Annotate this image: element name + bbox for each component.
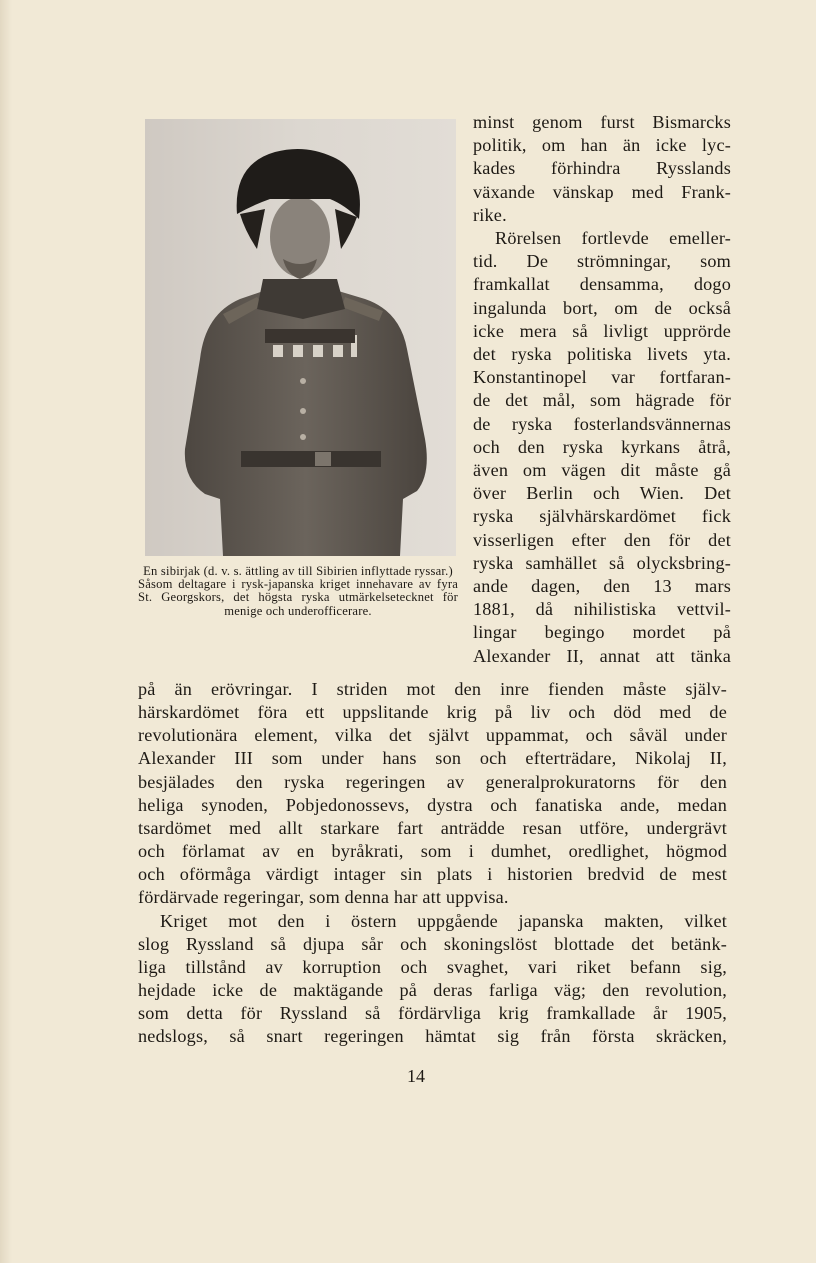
text-line: Alexander II, annat att tänka (473, 645, 731, 666)
text-line: slog Ryssland så djupa sår och skoningslöst blottade det betänk- (138, 933, 727, 954)
text-line: och den ryska kyrkans åtrå, (473, 436, 731, 457)
text-line: revolutionära element, vilka det självt uppammat, och såväl under (138, 725, 727, 746)
text-line: tid. De strömningar, som (473, 251, 731, 272)
caption-line-2: Såsom deltagare i rysk-japanska kriget innehavare av fyra St. Georgskors, det högsta ryska utmärkelsetecknet för menige och underofficerare. (138, 577, 458, 618)
text-line: fördärvade regeringar, som denna har att uppvisa. (138, 887, 509, 908)
text-line: minst genom furst Bismarcks (473, 112, 731, 132)
page-edge (0, 0, 12, 1263)
text-line: 1881, då nihilistiska vettvil- (473, 599, 731, 620)
right-column-text (473, 111, 731, 668)
text-line: besjälades den ryska regeringen av generalprokuratorns för den (138, 771, 727, 792)
text-line: Alexander III som under hans son och efterträdare, Nikolaj II, (138, 748, 727, 769)
text-line: Konstantinopel var fortfaran- (473, 367, 731, 388)
text-line: på än erövringar. I striden mot den inre fienden måste själv- (138, 679, 727, 699)
text-line: lingar begingo mordet på (473, 622, 731, 643)
text-line: kades förhindra Rysslands (473, 158, 731, 179)
text-line: framkallat densamma, dogo (473, 274, 731, 295)
photo-caption (138, 565, 458, 618)
text-line: icke mera så livligt upprörde (473, 320, 731, 341)
text-line: som detta för Ryssland så fördärvliga krig framkallade år 1905, (138, 1003, 727, 1024)
text-line: och oförmåga värdigt intager sin plats i historien bredvid de mest (138, 864, 727, 885)
text-line: politik, om han än icke lyc- (473, 135, 731, 156)
text-line: tsardömet med allt starkare fart anträdde resan utföre, undergrävt (138, 817, 727, 838)
text-line: visserligen efter den för det (473, 529, 731, 550)
text-line: de ryska fosterlandsvännernas (473, 413, 731, 434)
portrait-photo (145, 119, 456, 556)
text-line: över Berlin och Wien. Det (473, 483, 731, 504)
text-line: även om vägen dit måste gå (473, 460, 731, 481)
full-width-text (138, 678, 727, 1049)
caption-line-1: En sibirjak (d. v. s. ättling av till Sibirien inflyttade ryssar.) (143, 564, 453, 578)
soldier-figure (145, 119, 456, 556)
text-line: härskardömet föra ett uppslitande krig på liv och död med de (138, 702, 727, 723)
text-line: rike. (473, 204, 507, 225)
text-line: hejdade icke de maktägande på deras farliga väg; den revolution, (138, 980, 727, 1001)
text-line: ryska självhärskardömet fick (473, 506, 731, 527)
text-line: växande vänskap med Frank- (473, 181, 731, 202)
text-line: ande dagen, den 13 mars (473, 576, 731, 597)
text-line: liga tillstånd av korruption och svaghet, vari riket befann sig, (138, 956, 727, 977)
text-line: ryska samhället så olycksbring- (473, 552, 731, 573)
text-line: Kriget mot den i östern uppgående japanska makten, vilket (160, 910, 727, 931)
text-line: de det mål, som hägrade för (473, 390, 731, 411)
text-line: Rörelsen fortlevde emeller- (495, 228, 731, 249)
text-line: och förlamat av en byråkrati, som i dumhet, oredlighet, högmod (138, 841, 727, 862)
page-number: 14 (407, 1066, 425, 1086)
text-line: det ryska politiska livets yta. (473, 344, 731, 365)
text-line: nedslogs, så snart regeringen hämtat sig från första skräcken, (138, 1026, 727, 1047)
text-line: ingalunda bort, om de också (473, 297, 731, 318)
text-line: heliga synoden, Pobjedonossevs, dystra och fanatiska ande, medan (138, 794, 727, 815)
